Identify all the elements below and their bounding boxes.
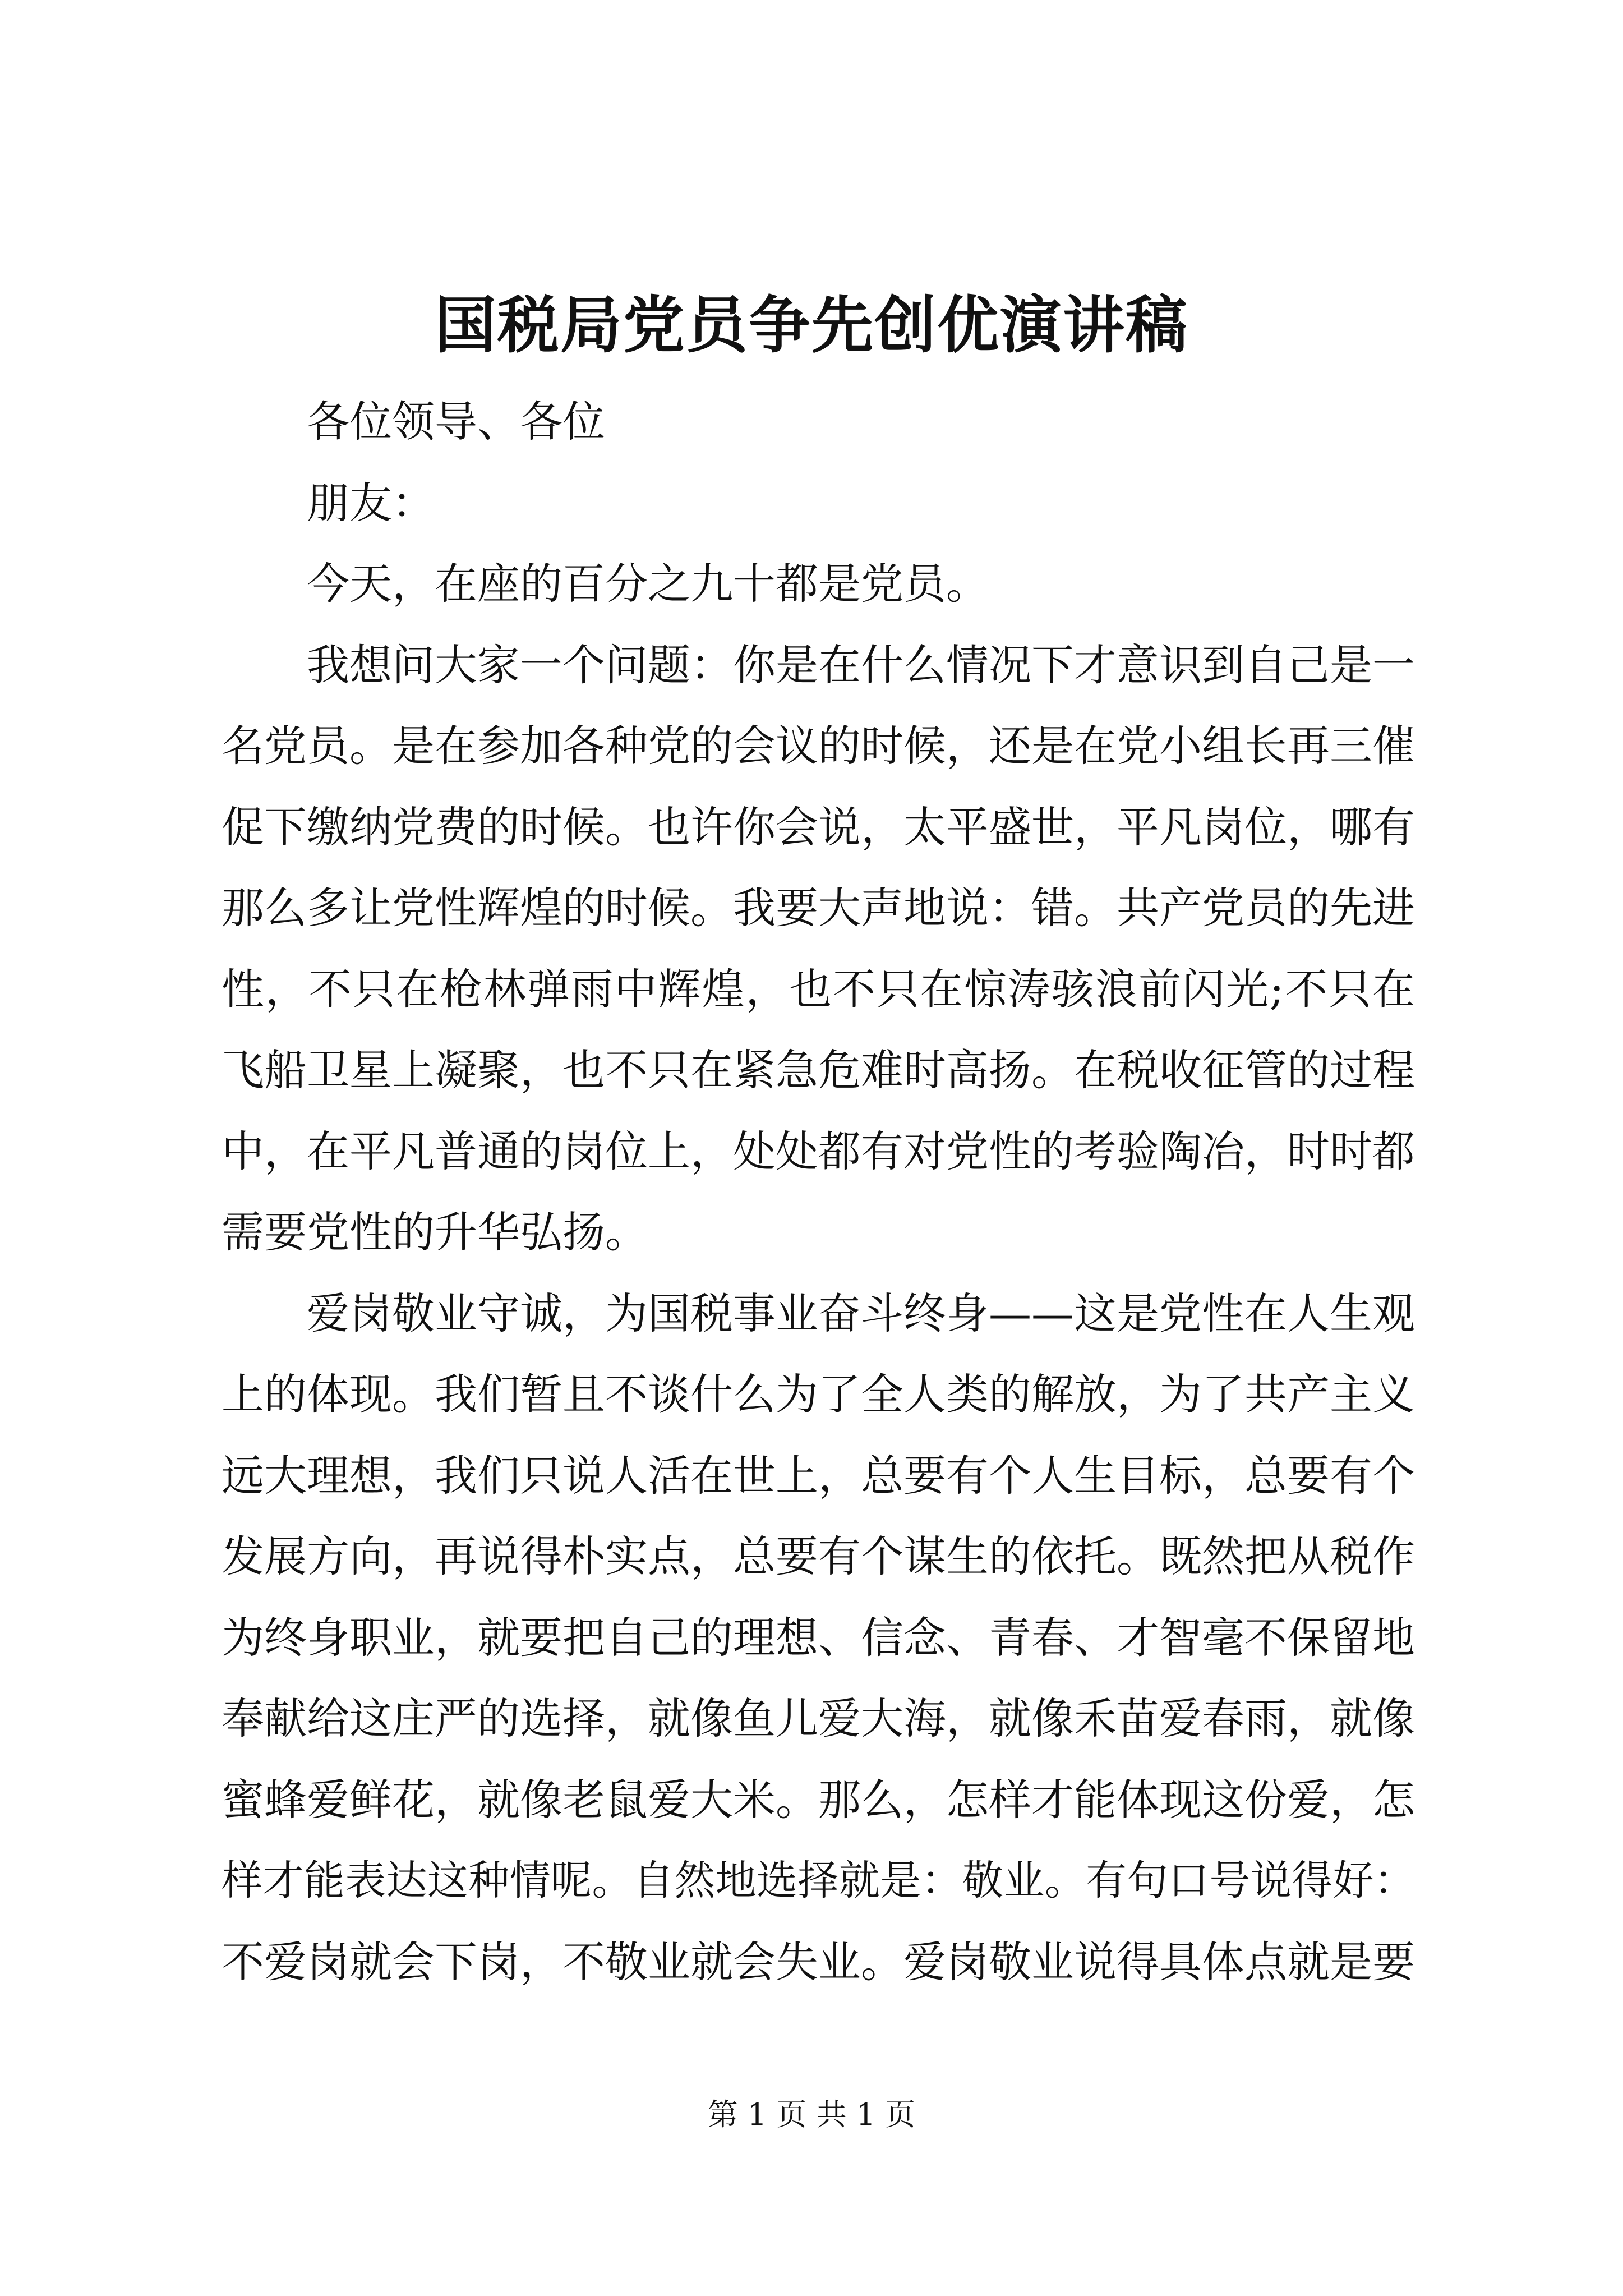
text-line: 不爱岗就会下岗，不敬业就会失业。爱岗敬业说得具体点就是要 — [222, 1936, 1415, 1987]
text-line: 为终身职业，就要把自己的理想、信念、青春、才智毫不保留地 — [222, 1612, 1415, 1663]
text-line: 奉献给这庄严的选择，就像鱼儿爱大海，就像禾苗爱春雨，就像 — [222, 1694, 1415, 1743]
text-line: 促下缴纳党费的时候。也许你会说，太平盛世，平凡岗位，哪有 — [222, 802, 1415, 852]
page-footer: 第 1 页 共 1 页 — [707, 2097, 916, 2132]
text-line: 中，在平凡普通的岗位上，处处都有对党性的考验陶冶，时时都 — [222, 1126, 1415, 1176]
document-body — [222, 381, 1415, 2003]
text-line: 各位领导、各位 — [307, 397, 605, 447]
text-line: 样才能表达这种情呢。自然地选择就是：敬业。有句口号说得好： — [222, 1857, 1415, 1904]
document-title: 国税局党员争先创优演讲稿 — [435, 289, 1188, 361]
text-line: 我想问大家一个问题：你是在什么情况下才意识到自己是一 — [307, 639, 1415, 690]
text-line: 上的体现。我们暂且不谈什么为了全人类的解放，为了共产主义 — [222, 1369, 1415, 1419]
text-line: 那么多让党性辉煌的时候。我要大声地说：错。共产党员的先进 — [222, 883, 1415, 933]
text-line: 爱岗敬业守诚，为国税事业奋斗终身——这是党性在人生观 — [307, 1288, 1415, 1338]
text-line: 今天，在座的百分之九十都是党员。 — [307, 559, 989, 609]
text-line: 需要党性的升华弘扬。 — [222, 1207, 648, 1257]
text-line: 发展方向，再说得朴实点，总要有个谋生的依托。既然把从税作 — [222, 1531, 1415, 1581]
text-line: 蜜蜂爱鲜花，就像老鼠爱大米。那么，怎样才能体现这份爱，怎 — [222, 1774, 1415, 1825]
text-line: 远大理想，我们只说人活在世上，总要有个人生目标，总要有个 — [222, 1450, 1415, 1501]
text-line: 飞船卫星上凝聚，也不只在紧急危难时高扬。在税收征管的过程 — [222, 1045, 1415, 1095]
text-line: 朋友： — [307, 477, 435, 528]
text-line: 名党员。是在参加各种党的会议的时候，还是在党小组长再三催 — [222, 721, 1415, 771]
text-line: 性，不只在枪林弹雨中辉煌，也不只在惊涛骇浪前闪光;不只在 — [222, 964, 1415, 1014]
